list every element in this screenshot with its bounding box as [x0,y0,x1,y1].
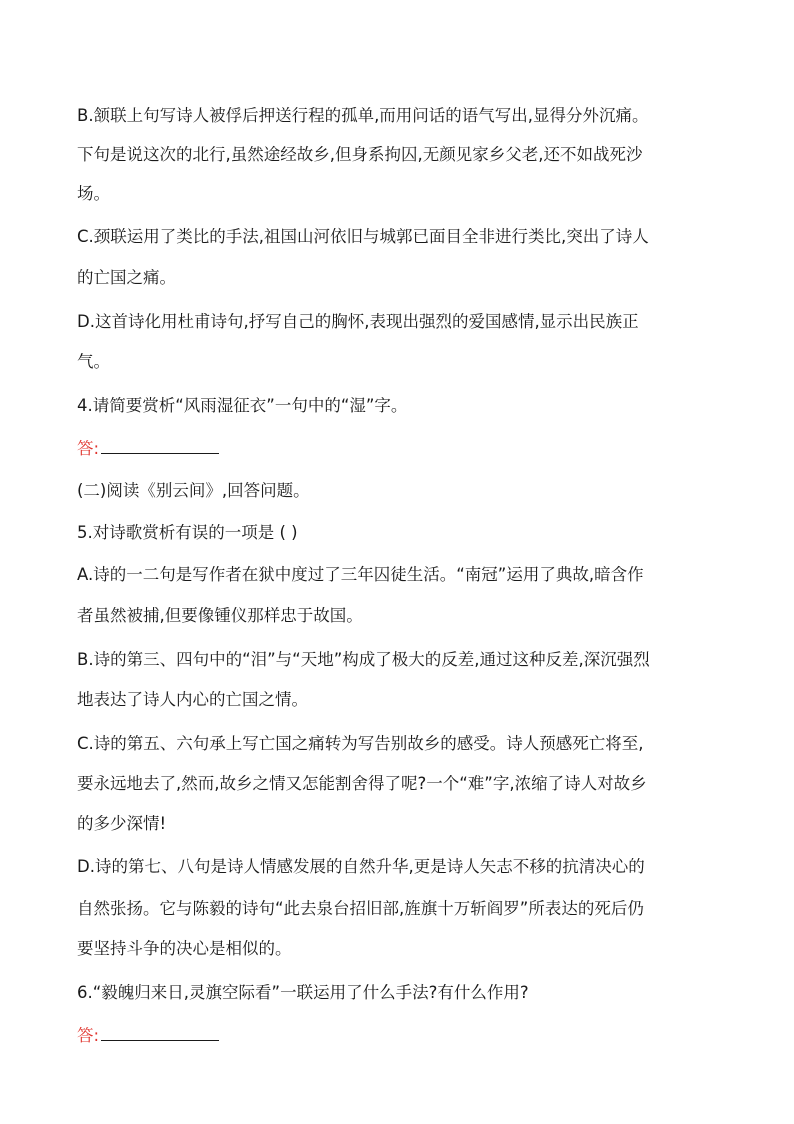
q3-option-d-line-1: D.这首诗化用杜甫诗句,抒写自己的胸怀,表现出强烈的爱国感情,显示出民族正 [77,312,639,331]
q3-option-d-line-2: 气。 [77,352,110,371]
q5-option-c-line-2: 要永远地去了,然而,故乡之情又怎能割舍得了呢?一个“难”字,浓缩了诗人对故乡 [77,774,647,793]
q4-answer-blank[interactable] [101,436,219,454]
q5-stem: 5.对诗歌赏析有误的一项是 ( ) [77,523,298,542]
q5-option-a-line-1: A.诗的一二句是写作者在狱中度过了三年囚徒生活。“南冠”运用了典故,暗含作 [77,565,644,584]
q6-answer-label: 答: [77,1026,100,1045]
section-2-heading: (二)阅读《别云间》,回答问题。 [77,481,310,500]
q5-option-c-line-3: 的多少深情! [77,814,167,833]
q6-answer-row [77,1023,219,1048]
q5-option-b-line-1: B.诗的第三、四句中的“泪”与“天地”构成了极大的反差,通过这种反差,深沉强烈 [77,650,650,669]
q3-option-c-line-1: C.颈联运用了类比的手法,祖国山河依旧与城郭已面目全非进行类比,突出了诗人 [77,227,649,246]
q3-option-b-line-2: 下句是说这次的北行,虽然途经故乡,但身系拘囚,无颜见家乡父老,还不如战死沙 [77,145,643,164]
q5-option-d-line-2: 自然张扬。它与陈毅的诗句“此去泉台招旧部,旌旗十万斩阎罗”所表达的死后仍 [77,899,644,918]
q3-option-c-line-2: 的亡国之痛。 [77,268,176,287]
q4-answer-row [77,436,219,461]
q3-option-b-line-3: 场。 [77,184,110,203]
q5-option-a-line-2: 者虽然被捕,但要像锺仪那样忠于故国。 [77,606,363,625]
q5-option-d-line-3: 要坚持斗争的决心是相似的。 [77,939,292,958]
q5-option-d-line-1: D.诗的第七、八句是诗人情感发展的自然升华,更是诗人矢志不移的抗清决心的 [77,857,645,876]
q6-question: 6.“毅魄归来日,灵旗空际看”一联运用了什么手法?有什么作用? [77,983,529,1002]
q4-answer-label: 答: [77,439,100,458]
q5-option-c-line-1: C.诗的第五、六句承上写亡国之痛转为写告别故乡的感受。诗人预感死亡将至, [77,734,644,753]
q3-option-b-line-1: B.颔联上句写诗人被俘后押送行程的孤单,而用问话的语气写出,显得分外沉痛。 [77,106,649,125]
q5-option-b-line-2: 地表达了诗人内心的亡国之情。 [77,690,308,709]
q4-question: 4.请简要赏析“风雨湿征衣”一句中的“湿”字。 [77,396,408,415]
q6-answer-blank[interactable] [101,1023,219,1041]
